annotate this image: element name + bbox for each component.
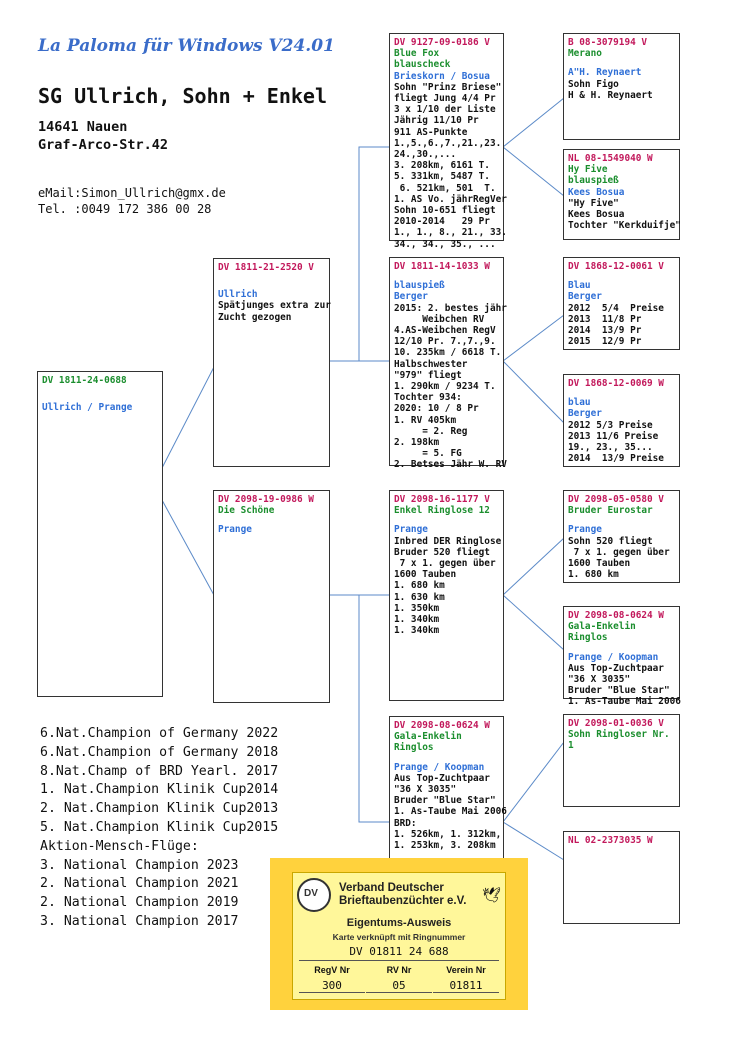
association-logo-icon — [297, 878, 331, 912]
pigeon-icon: 🕊 — [481, 887, 501, 904]
mm-name: Gala-Enkelin Ringlos — [394, 731, 462, 754]
fff-ring: B 08-3079194 V — [568, 37, 648, 48]
ownership-card-column-values — [299, 979, 499, 993]
ffm-color: blauspieß — [568, 175, 619, 187]
mf-breeder: Prange — [394, 524, 428, 536]
ownership-card-title: Eigentums-Ausweis — [346, 917, 452, 929]
ffm-breeder: Kees Bosua — [568, 186, 625, 198]
fmm-color: blau — [568, 397, 591, 409]
regv-label: RegV Nr — [314, 965, 350, 975]
mff-notes: Sohn 520 fliegt 7 x 1. gegen über 1600 Tauben 1. 680 km — [568, 535, 670, 581]
rv-value: 05 — [366, 979, 432, 993]
mmf-name: Sohn Ringloser Nr. 1 — [568, 729, 670, 752]
fm-color: blauspieß — [394, 280, 445, 292]
fmf-ring: DV 1868-12-0061 V — [568, 261, 664, 272]
mfm-name: Gala-Enkelin Ringlos — [568, 621, 636, 644]
fmm-notes: 2012 5/3 Preise 2013 11/6 Preise 19., 23., 35... 2014 13/9 Preise — [568, 419, 664, 465]
father-breeder: Ullrich — [218, 289, 258, 301]
achievement-item: 2. Nat.Champion Klinik Cup2013 — [40, 801, 279, 817]
ff-ring: DV 9127-09-0186 V — [394, 37, 490, 48]
subject-card — [37, 371, 163, 697]
mother-name: Die Schöne — [218, 505, 275, 517]
achievement-item: 3. National Champion 2017 — [40, 913, 239, 929]
mfm-ring: DV 2098-08-0624 W — [568, 610, 664, 621]
fmm-breeder: Berger — [568, 408, 602, 420]
fmf-breeder: Berger — [568, 291, 602, 303]
achievement-item: 5. Nat.Champion Klinik Cup2015 — [40, 819, 279, 835]
ggp-mmf-card — [563, 714, 680, 807]
ff-notes: Sohn "Prinz Briese" fliegt Jung 4/4 Pr 3 x 1/10 der Liste Jährig 11/10 Pr 911 AS-Punkte 1.,5.,6.,7.,21.,23. 24.,30.,... 3. 208km, 6161 T. 5. 331km, 5487 T. 6. 521km, 501 T. 1. AS Vo. jährRegVer Sohn 10-651 fliegt 2010-2014 29 Pr 1., 1., 8., 21., 33. 34., 34., 35., ... — [394, 81, 507, 250]
grandfather-paternal-card — [389, 33, 507, 250]
fm-breeder: Berger — [394, 291, 428, 303]
mff-name: Bruder Eurostar — [568, 505, 653, 517]
subject-ring: DV 1811-24-0688 — [42, 375, 127, 386]
regv-value: 300 — [299, 979, 365, 993]
mff-ring: DV 2098-05-0580 V — [568, 494, 664, 505]
achievement-item: 2. National Champion 2019 — [40, 895, 239, 911]
ggp-ffm-card — [563, 149, 680, 240]
ffm-ring: NL 08-1549040 W — [568, 153, 653, 164]
verein-value: 01811 — [433, 979, 499, 993]
mm-breeder: Prange / Koopman — [394, 761, 485, 773]
achievement-item: 1. Nat.Champion Klinik Cup2014 — [40, 782, 279, 798]
grandmother-paternal-card — [389, 257, 507, 471]
fmf-notes: 2012 5/4 Preise 2013 11/8 Pr 2014 13/9 Pr 2015 12/9 Pr — [568, 302, 664, 348]
ff-breeder: Brieskorn / Bosua — [394, 70, 490, 82]
mother-ring: DV 2098-19-0986 W — [218, 494, 314, 505]
ownership-card-column-labels — [299, 965, 499, 975]
achievement-item: 8.Nat.Champ of BRD Yearl. 2017 — [40, 763, 279, 779]
ggp-fmm-card — [563, 374, 680, 467]
ff-color: blauscheck — [394, 59, 451, 71]
ffm-notes: "Hy Five" Kees Bosua Tochter "Kerkduifje" — [568, 197, 681, 232]
ownership-ring-number: DV 01811 24 688 — [299, 945, 499, 961]
fff-notes: Sohn Figo H & H. Reynaert — [568, 78, 653, 101]
ggp-mmm-card — [563, 831, 680, 924]
mm-ring: DV 2098-08-0624 W — [394, 720, 490, 731]
achievement-item: Aktion-Mensch-Flüge: — [40, 838, 199, 854]
mf-name: Enkel Ringlose 12 — [394, 505, 490, 517]
achievement-item: 6.Nat.Champion of Germany 2022 — [40, 726, 279, 741]
ownership-card-inner — [292, 872, 506, 1000]
achievement-item: 6.Nat.Champion of Germany 2018 — [40, 744, 279, 760]
ggp-fff-card — [563, 33, 680, 140]
association-name: Verband Deutscher Brieftaubenzüchter e.V. — [339, 882, 467, 907]
phone: Tel. :0049 172 386 00 28 — [38, 202, 212, 216]
mfm-notes: Aus Top-Zuchtpaar "36 X 3035" Bruder "Blue Star" 1. As-Taube Mai 2006 — [568, 662, 681, 708]
subject-name: Ullrich / Prange — [42, 402, 133, 414]
fm-notes: 2015: 2. bestes jähr Weibchen RV 4.AS-Weibchen RegV 12/10 Pr. 7.,7.,9. 10. 235km / 6618 T. Halbschwester "979" fliegt 1. 290km / 9234 T. Tochter 934: 2020: 10 / 8 Pr 1. RV 405km = 2. Reg 2. 198km = 5. FG 2. Betses Jähr W. RV — [394, 302, 507, 471]
mfm-breeder: Prange / Koopman — [568, 651, 659, 663]
mother-breeder: Prange — [218, 524, 252, 536]
achievement-item: 3. National Champion 2023 — [40, 857, 239, 873]
address-line-2: Graf-Arco-Str.42 — [38, 137, 169, 153]
email: eMail:Simon_Ullrich@gmx.de — [38, 186, 226, 200]
fmm-ring: DV 1868-12-0069 W — [568, 378, 664, 389]
achievements-list — [40, 725, 278, 932]
owner-name: SG Ullrich, Sohn + Enkel — [38, 84, 327, 108]
mm-notes: Aus Top-Zuchtpaar "36 X 3035" Bruder "Blue Star" 1. As-Taube Mai 2006 BRD: 1. 526km, 1. 312km, 1. 253km, 3. 208km — [394, 772, 507, 852]
ffm-name: Hy Five — [568, 164, 608, 176]
fm-ring: DV 1811-14-1033 W — [394, 261, 490, 272]
achievement-item: 2. National Champion 2021 — [40, 876, 239, 892]
address-line-1: 14641 Nauen — [38, 119, 128, 135]
rv-label: RV Nr — [386, 965, 412, 975]
mff-breeder: Prange — [568, 524, 602, 536]
app-title: La Paloma für Windows V24.01 — [38, 36, 335, 56]
ff-name: Blue Fox — [394, 48, 440, 60]
ownership-id-card — [270, 858, 528, 1010]
fmf-color: Blau — [568, 280, 591, 292]
ggp-mff-card — [563, 490, 680, 583]
mmf-ring: DV 2098-01-0036 V — [568, 718, 664, 729]
verein-label: Verein Nr — [446, 965, 486, 975]
fff-name: Merano — [568, 48, 602, 60]
fff-breeder: A"H. Reynaert — [568, 67, 642, 79]
father-card — [213, 258, 330, 467]
ggp-fmf-card — [563, 257, 680, 350]
father-notes: Spätjunges extra zur Zucht gezogen — [218, 300, 331, 323]
mother-card — [213, 490, 330, 703]
mf-ring: DV 2098-16-1177 V — [394, 494, 490, 505]
ownership-card-subtitle: Karte verknüpft mit Ringnummer — [332, 932, 466, 942]
mf-notes: Inbred DER Ringlose Bruder 520 fliegt 7 x 1. gegen über 1600 Tauben 1. 680 km 1. 630 km 1. 350km 1. 340km 1. 340km — [394, 535, 502, 637]
ggp-mfm-card — [563, 606, 681, 708]
ownership-card-header — [297, 877, 501, 913]
grandmother-maternal-card — [389, 716, 507, 859]
mmm-ring: NL 02-2373035 W — [568, 835, 653, 846]
father-ring: DV 1811-21-2520 V — [218, 262, 314, 273]
grandfather-maternal-card — [389, 490, 504, 701]
